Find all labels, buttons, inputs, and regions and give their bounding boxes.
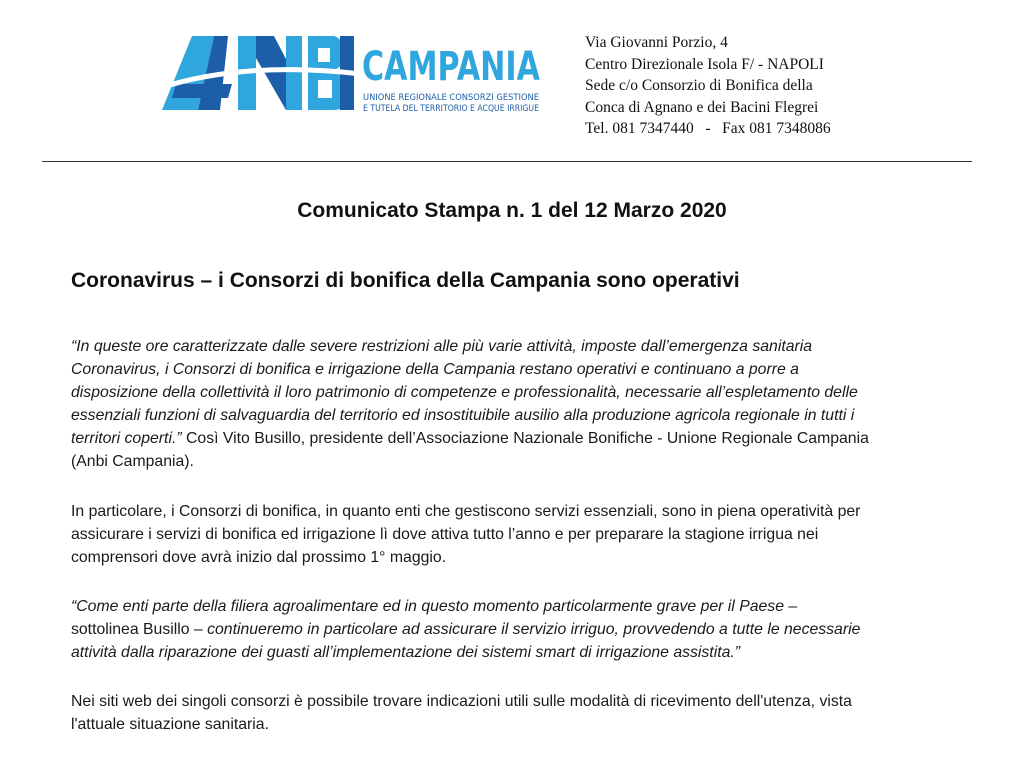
contact-address — [585, 32, 831, 140]
paragraph-1 — [71, 335, 971, 473]
paragraph-4 — [71, 690, 971, 736]
logo-graphic — [162, 28, 542, 120]
paragraph-line: attività dalla riparazione dei guasti all’implementazione dei sistemi smart di irrigazione assistita.” — [71, 644, 741, 661]
logo-tagline-2: E TUTELA DEL TERRITORIO E ACQUE IRRIGUE — [363, 103, 539, 113]
paragraph-line: In particolare, i Consorzi di bonifica, in quanto enti che gestiscono servizi essenziali, sono in piena operatività per — [71, 503, 861, 520]
paragraph-line: comprensori dove avrà inizio dal prossimo 1° maggio. — [71, 549, 447, 566]
paragraph-line: disposizione della collettività il loro patrimonio di competenze e professionalità, necessarie all’espletamento delle — [71, 384, 858, 401]
address-line: Sede c/o Consorzio di Bonifica della — [585, 77, 813, 94]
paragraph-line: Coronavirus, i Consorzi di bonifica e irrigazione della Campania restano operativi e continuano a porre a — [71, 361, 799, 378]
paragraph-2 — [71, 500, 971, 569]
address-phone-fax: Tel. 081 7347440 - Fax 081 7348086 — [585, 120, 831, 137]
paragraph-line: territori coperti.” Così Vito Busillo, presidente dell’Associazione Nazionale Bonifiche - Unione Regionale Campania — [71, 430, 869, 447]
anbi-campania-logo — [162, 28, 542, 120]
address-line: Centro Direzionale Isola F/ - NAPOLI — [585, 55, 824, 73]
header-divider — [42, 161, 972, 162]
letterhead — [0, 0, 1024, 170]
press-release-subtitle: Coronavirus – i Consorzi di bonifica della Campania sono operativi — [71, 269, 740, 292]
paragraph-line: Nei siti web dei singoli consorzi è possibile trovare indicazioni utili sulle modalità di ricevimento dell'utenza, vista — [71, 693, 852, 710]
address-line: Via Giovanni Porzio, 4 — [585, 34, 728, 51]
address-line: Conca di Agnano e dei Bacini Flegrei — [585, 98, 819, 116]
paragraph-line: “Come enti parte della filiera agroalimentare ed in questo momento particolarmente grave per il Paese – — [71, 598, 798, 615]
paragraph-3 — [71, 595, 971, 664]
paragraph-line: essenziali funzioni di salvaguardia del territorio ed insostituibile ausilio alla produzione agricola regionale in tutti i — [71, 407, 855, 424]
paragraph-line: sottolinea Busillo – continueremo in particolare ad assicurare il servizio irriguo, provvedendo a tutte le necessarie — [71, 621, 861, 638]
paragraph-line: l'attuale situazione sanitaria. — [71, 716, 269, 733]
logo-tagline-1: UNIONE REGIONALE CONSORZI GESTIONE — [363, 92, 539, 102]
press-release-title: Comunicato Stampa n. 1 del 12 Marzo 2020 — [297, 199, 727, 222]
paragraph-line: (Anbi Campania). — [71, 453, 194, 470]
paragraph-line: “In queste ore caratterizzate dalle severe restrizioni alle più varie attività, imposte dall’emergenza sanitaria — [71, 338, 813, 355]
logo-name: CAMPANIA — [362, 44, 541, 90]
paragraph-line: assicurare i servizi di bonifica ed irrigazione lì dove attiva tutto l’anno e per preparare la stagione irrigua nei — [71, 526, 819, 543]
